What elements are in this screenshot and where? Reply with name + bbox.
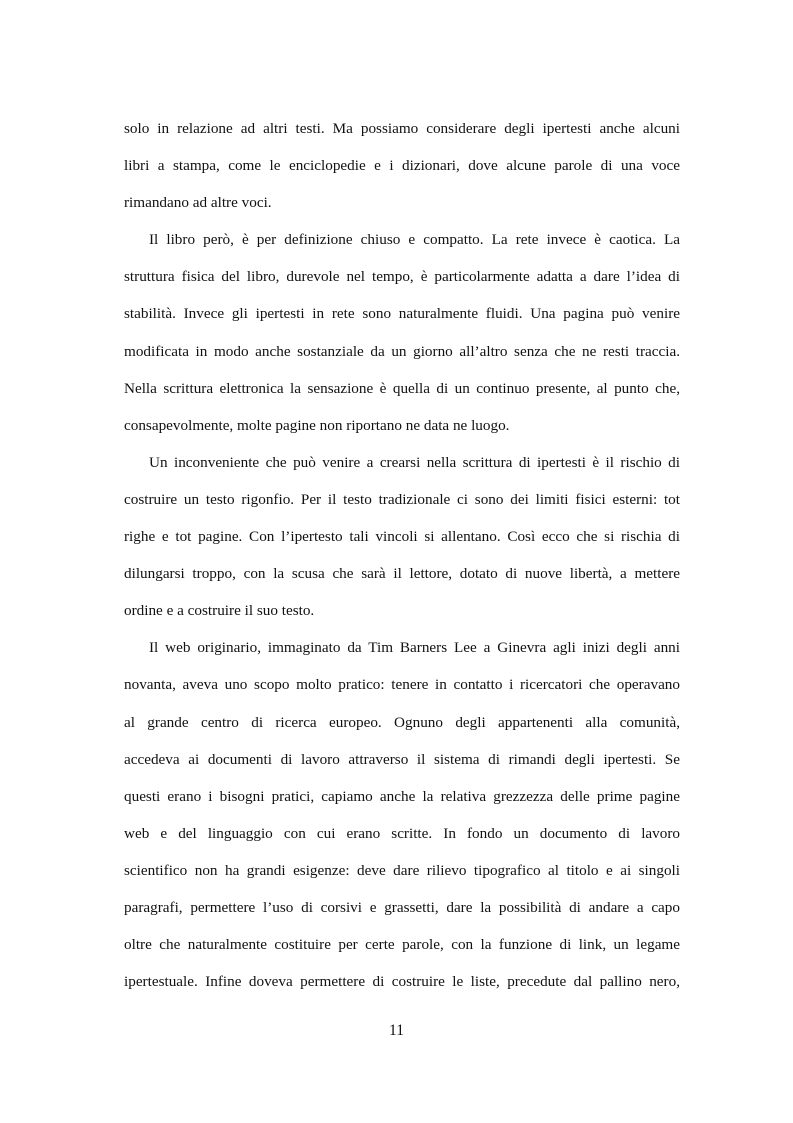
text-line: Il libro però, è per definizione chiuso e compatto. La rete invece è caotica. La	[149, 231, 680, 249]
text-line: scientifico non ha grandi esigenze: deve dare rilievo tipografico al titolo e ai singoli	[124, 861, 680, 879]
text-line: Un inconveniente che può venire a crearsi nella scrittura di ipertesti è il rischio di	[149, 453, 680, 471]
text-line: dilungarsi troppo, con la scusa che sarà il lettore, dotato di nuove libertà, a mettere	[124, 565, 680, 583]
text-line: rimandano ad altre voci.	[124, 194, 272, 212]
paragraph-4	[124, 629, 680, 1000]
text-line: Nella scrittura elettronica la sensazione è quella di un continuo presente, al punto che,	[124, 379, 680, 397]
text-line: paragrafi, permettere l’uso di corsivi e grassetti, dare la possibilità di andare a capo	[124, 898, 680, 916]
body-text	[124, 110, 680, 1000]
text-line: oltre che naturalmente costituire per certe parole, con la funzione di link, un legame	[124, 936, 680, 954]
text-line: accedeva ai documenti di lavoro attraverso il sistema di rimandi degli ipertesti. Se	[124, 750, 680, 768]
text-line: struttura fisica del libro, durevole nel tempo, è particolarmente adatta a dare l’idea di	[124, 268, 680, 286]
text-line: libri a stampa, come le enciclopedie e i dizionari, dove alcune parole di una voce	[124, 157, 680, 175]
text-line: ordine e a costruire il suo testo.	[124, 602, 315, 620]
text-line: web e del linguaggio con cui erano scritte. In fondo un documento di lavoro	[124, 824, 680, 842]
text-line: questi erano i bisogni pratici, capiamo anche la relativa grezzezza delle prime pagine	[124, 787, 680, 805]
text-line: stabilità. Invece gli ipertesti in rete sono naturalmente fluidi. Una pagina può venire	[124, 305, 680, 323]
text-line: costruire un testo rigonfio. Per il testo tradizionale ci sono dei limiti fisici esterni: tot	[124, 490, 680, 508]
paragraph-1	[124, 110, 680, 221]
text-line: righe e tot pagine. Con l’ipertesto tali vincoli si allentano. Così ecco che si rischia di	[124, 528, 680, 546]
text-line: al grande centro di ricerca europeo. Ognuno degli appartenenti alla comunità,	[124, 713, 680, 731]
text-line: solo in relazione ad altri testi. Ma possiamo considerare degli ipertesti anche alcuni	[124, 120, 680, 137]
paragraph-3	[124, 444, 680, 629]
page-number: 11	[389, 1022, 404, 1039]
text-line: consapevolmente, molte pagine non riportano ne data ne luogo.	[124, 416, 510, 434]
text-line: ipertestuale. Infine doveva permettere di costruire le liste, precedute dal pallino nero,	[124, 973, 680, 991]
paragraph-2	[124, 221, 680, 444]
text-line: Il web originario, immaginato da Tim Barners Lee a Ginevra agli inizi degli anni	[149, 639, 680, 657]
text-line: novanta, aveva uno scopo molto pratico: tenere in contatto i ricercatori che operavano	[124, 676, 680, 694]
text-line: modificata in modo anche sostanziale da un giorno all’altro senza che ne resti traccia.	[124, 342, 680, 360]
